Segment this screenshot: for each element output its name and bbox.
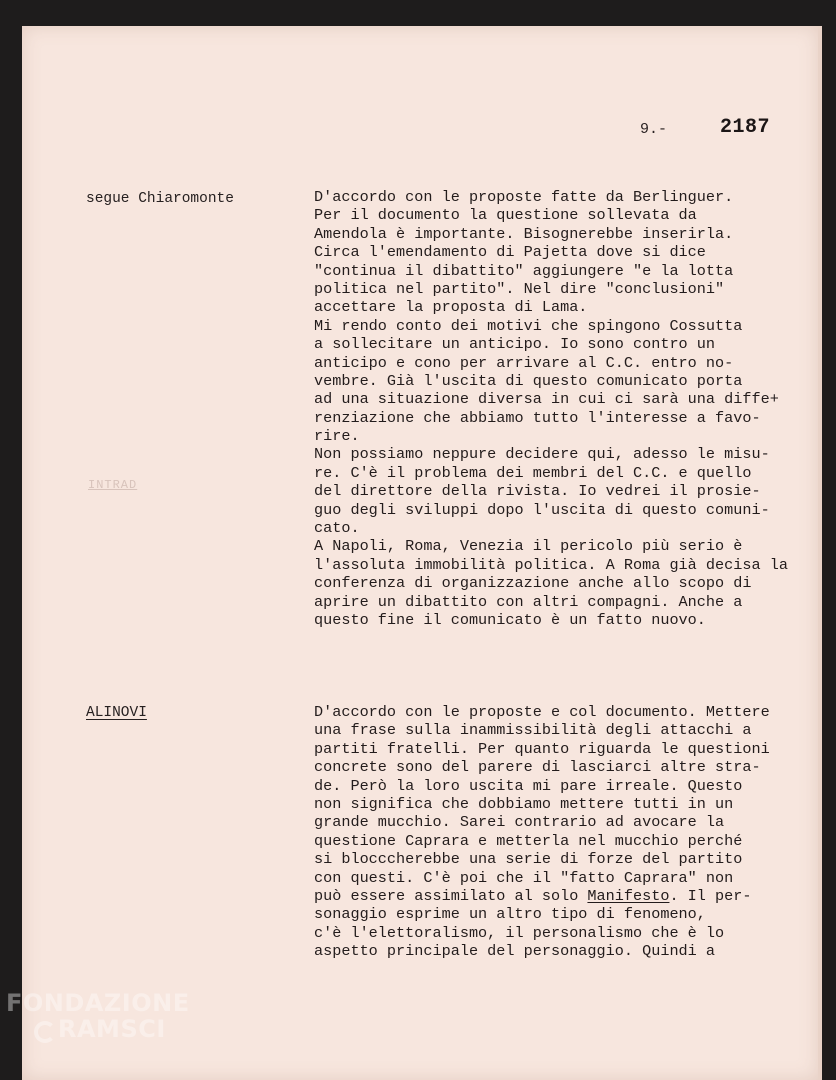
text-line: a sollecitare un anticipo. Io sono contro un (314, 335, 716, 354)
text-line: A Napoli, Roma, Venezia il pericolo più serio è (314, 537, 743, 556)
text-line: questione Caprara e metterla nel mucchio perché (314, 831, 743, 850)
text-line: una frase sulla inammissibilità degli attacchi a (314, 721, 752, 740)
text-line: conferenza di organizzazione anche allo scopo di (314, 574, 752, 593)
text-line: politica nel partito". Nel dire "conclusioni" (314, 279, 725, 298)
underlined-title-manifesto: Manifesto (587, 886, 670, 905)
text-line: partiti fratelli. Per quanto riguarda le questioni (314, 739, 770, 758)
text-line: ad una situazione diversa in cui ci sarà una diffe+ (314, 390, 779, 409)
text-line: Amendola è importante. Bisognerebbe inserirla. (314, 224, 734, 243)
text-line: de. Però la loro uscita mi pare irreale. Questo (314, 776, 743, 795)
text-line: accettare la proposta di Lama. (314, 298, 588, 317)
text-line: Mi rendo conto dei motivi che spingono Cossutta (314, 316, 743, 335)
text-line: aprire un dibattito con altri compagni. Anche a (314, 592, 743, 611)
text-line: grande mucchio. Sarei contrario ad avocare la (314, 813, 725, 832)
page-number: 9.- (640, 121, 668, 138)
text-line: sonaggio esprime un altro tipo di fenomeno, (314, 905, 706, 924)
text-line: concrete sono del parere di lasciarci altre stra- (314, 758, 761, 777)
text-line: l'assoluta immobilità politica. A Roma già decisa la (314, 555, 788, 574)
text-line: guo degli sviluppi dopo l'uscita di questo comuni- (314, 500, 770, 519)
text-line: aspetto principale del personaggio. Quindi a (314, 942, 716, 961)
text-fragment: può essere assimilato al solo (314, 886, 588, 905)
faint-margin-note: INTRAD (88, 478, 138, 492)
text-line: Per il documento la questione sollevata da (314, 206, 697, 225)
fondazione-gramsci-watermark (6, 990, 190, 1043)
text-line: non significa che dobbiamo mettere tutti in un (314, 794, 734, 813)
text-line: c'è l'elettoralismo, il personalismo che è lo (314, 923, 725, 942)
text-line: anticipo e cono per arrivare al C.C. entro no- (314, 353, 734, 372)
text-line: Non possiamo neppure decidere qui, adesso le misu- (314, 445, 770, 464)
text-line: questo fine il comunicato è un fatto nuovo. (314, 610, 706, 629)
text-line: si blocccherebbe una serie di forze del partito (314, 850, 743, 869)
text-line: del direttore della rivista. Io vedrei il prosie- (314, 482, 761, 501)
text-line: con questi. C'è poi che il "fatto Caprara" non (314, 868, 734, 887)
watermark-line-2: RAMSCI (58, 1015, 166, 1043)
watermark-line-1: FONDAZIONE (6, 989, 190, 1017)
document-number: 2187 (720, 116, 771, 139)
text-line: vembre. Già l'uscita di questo comunicato porta (314, 371, 743, 390)
paragraph-alinovi (314, 703, 814, 960)
text-fragment: . Il per- (669, 886, 752, 905)
g-logo-icon (34, 1021, 56, 1043)
text-line-with-underline (314, 887, 814, 905)
text-line: "continua il dibattito" aggiungere "e la lotta (314, 261, 734, 280)
speaker-label-alinovi: ALINOVI (86, 705, 147, 721)
text-line: D'accordo con le proposte fatte da Berlinguer. (314, 188, 734, 206)
text-line: cato. (314, 519, 360, 538)
paragraph-chiaromonte (314, 188, 814, 629)
text-line: re. C'è il problema dei membri del C.C. e quello (314, 463, 752, 482)
text-line: renziazione che abbiamo tutto l'interesse a favo- (314, 408, 761, 427)
page-edge (818, 26, 822, 1080)
speaker-label-chiaromonte: segue Chiaromonte (86, 191, 234, 207)
text-line: rire. (314, 427, 360, 446)
text-line: D'accordo con le proposte e col documento. Mettere (314, 703, 770, 721)
text-line: Circa l'emendamento di Pajetta dove si dice (314, 243, 706, 262)
